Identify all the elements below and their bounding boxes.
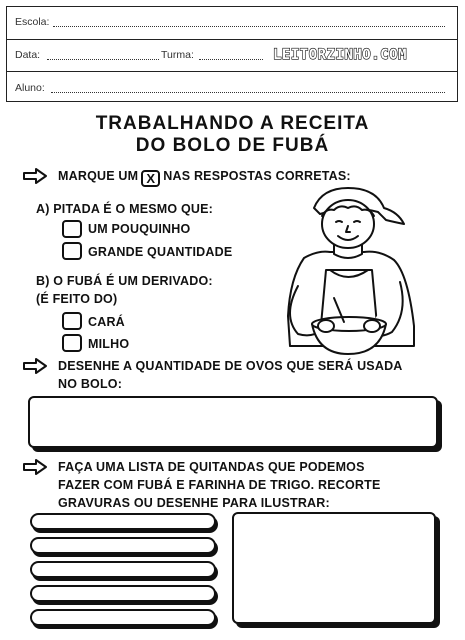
aluno-label: Aluno: xyxy=(15,82,45,94)
header-divider xyxy=(7,39,457,40)
checkbox-milho[interactable] xyxy=(62,334,82,352)
data-label: Data: xyxy=(15,49,41,61)
eggs-drawing-box[interactable] xyxy=(28,396,438,448)
list-line-4[interactable] xyxy=(30,585,216,602)
option-milho: MILHO xyxy=(88,337,130,351)
task-list-text-3: GRAVURAS OU DESENHE PARA ILUSTRAR: xyxy=(58,496,330,510)
question-b-subtext: (É FEITO DO) xyxy=(36,292,118,306)
task-list-text: FAÇA UMA LISTA DE QUITANDAS QUE PODEMOS xyxy=(58,460,365,474)
turma-label: Turma: xyxy=(161,49,194,61)
page-title-line2: DO BOLO DE FUBÁ xyxy=(135,135,330,156)
escola-field[interactable] xyxy=(53,19,445,27)
task-eggs-text: DESENHE A QUANTIDADE DE OVOS QUE SERÁ USADA xyxy=(58,359,403,373)
turma-field[interactable] xyxy=(199,52,263,60)
page-title-line1: TRABALHANDO A RECEITA xyxy=(95,113,370,134)
x-mark-box: X xyxy=(141,170,160,187)
arrow-right-icon xyxy=(22,167,48,185)
list-line-2[interactable] xyxy=(30,537,216,554)
option-um-pouquinho: UM POUQUINHO xyxy=(88,222,191,236)
brand-logo: LEITORZINHO.COM xyxy=(273,47,407,63)
question-b-text: B) O FUBÁ É UM DERIVADO: xyxy=(36,274,213,288)
checkbox-grande-quantidade[interactable] xyxy=(62,242,82,260)
student-info-header xyxy=(6,6,458,102)
checkbox-cara[interactable] xyxy=(62,312,82,330)
aluno-field[interactable] xyxy=(51,85,445,93)
option-grande-quantidade: GRANDE QUANTIDADE xyxy=(88,245,233,259)
list-line-3[interactable] xyxy=(30,561,216,578)
task-list-text-2: FAZER COM FUBÁ E FARINHA DE TRIGO. RECORTE xyxy=(58,478,381,492)
instruction-text xyxy=(58,169,351,187)
data-field[interactable] xyxy=(47,52,159,60)
list-line-1[interactable] xyxy=(30,513,216,530)
checkbox-um-pouquinho[interactable] xyxy=(62,220,82,238)
instruction-after: NAS RESPOSTAS CORRETAS: xyxy=(163,169,351,183)
woman-cooking-illustration xyxy=(268,186,428,358)
illustration-box[interactable] xyxy=(232,512,436,624)
task-eggs-text-2: NO BOLO: xyxy=(58,377,123,391)
arrow-right-icon xyxy=(22,458,48,476)
list-line-5[interactable] xyxy=(30,609,216,626)
escola-label: Escola: xyxy=(15,16,50,28)
instruction-before: MARQUE UM xyxy=(58,169,139,183)
header-divider xyxy=(7,71,457,72)
question-a-text: A) PITADA É O MESMO QUE: xyxy=(36,202,214,216)
arrow-right-icon xyxy=(22,357,48,375)
option-cara: CARÁ xyxy=(88,315,125,329)
